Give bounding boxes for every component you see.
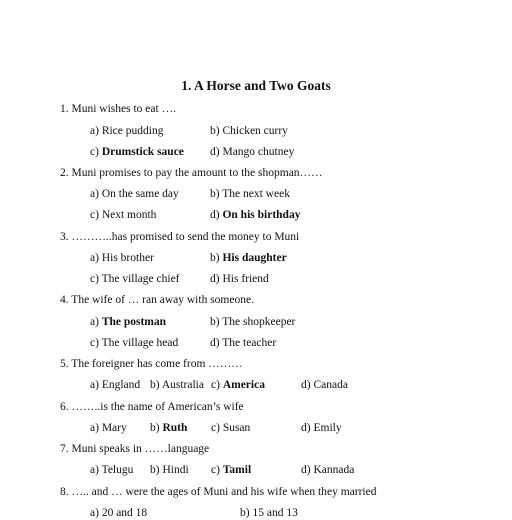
question-7-option-b: b) Hindi — [150, 464, 189, 476]
question-4-option-c: c) The village head — [90, 337, 179, 349]
question-5-text: 5. The foreigner has come from ……… — [60, 358, 243, 370]
question-7-text: 7. Muni speaks in ……language — [60, 443, 210, 455]
question-3-text: 3. ………..has promised to send the money to Muni — [60, 231, 300, 243]
question-8-option-a: a) 20 and 18 — [90, 507, 148, 519]
question-1-text: 1. Muni wishes to eat …. — [60, 103, 176, 115]
question-4-text: 4. The wife of … ran away with someone. — [60, 294, 254, 306]
question-8-option-b: b) 15 and 13 — [240, 507, 298, 519]
question-3-option-a: a) His brother — [90, 252, 154, 264]
question-5-option-c: c) America — [211, 379, 265, 391]
question-7-option-c: c) Tamil — [211, 464, 252, 476]
question-5-option-b: b) Australia — [150, 379, 204, 391]
question-2-option-a: a) On the same day — [90, 188, 179, 200]
question-1-option-d: d) Mango chutney — [210, 146, 295, 158]
question-6-text: 6. ……..is the name of American’s wife — [60, 401, 244, 413]
question-4-option-b: b) The shopkeeper — [210, 316, 296, 328]
question-3-option-d: d) His friend — [210, 273, 269, 285]
question-1-option-b: b) Chicken curry — [210, 125, 288, 137]
question-6-option-b: b) Ruth — [150, 422, 188, 434]
question-2-text: 2. Muni promises to pay the amount to the shopman…… — [60, 167, 323, 179]
question-3-option-c: c) The village chief — [90, 273, 180, 285]
question-3-option-b: b) His daughter — [210, 252, 287, 264]
question-2-option-d: d) On his birthday — [210, 209, 301, 221]
question-6-option-a: a) Mary — [90, 422, 127, 434]
question-2-option-c: c) Next month — [90, 209, 157, 221]
question-7-option-d: d) Kannada — [301, 464, 355, 476]
question-1-option-a: a) Rice pudding — [90, 125, 164, 137]
question-4-option-a: a) The postman — [90, 316, 167, 328]
question-5-option-d: d) Canada — [301, 379, 348, 391]
question-6-option-c: c) Susan — [211, 422, 251, 434]
question-5-option-a: a) England — [90, 379, 141, 391]
question-2-option-b: b) The next week — [210, 188, 290, 200]
question-6-option-d: d) Emily — [301, 422, 342, 434]
question-1-option-c: c) Drumstick sauce — [90, 146, 184, 158]
question-8-text: 8. ….. and … were the ages of Muni and his wife when they married — [60, 486, 377, 498]
question-4-option-d: d) The teacher — [210, 337, 277, 349]
question-7-option-a: a) Telugu — [90, 464, 134, 476]
document-title: 1. A Horse and Two Goats — [181, 78, 331, 93]
